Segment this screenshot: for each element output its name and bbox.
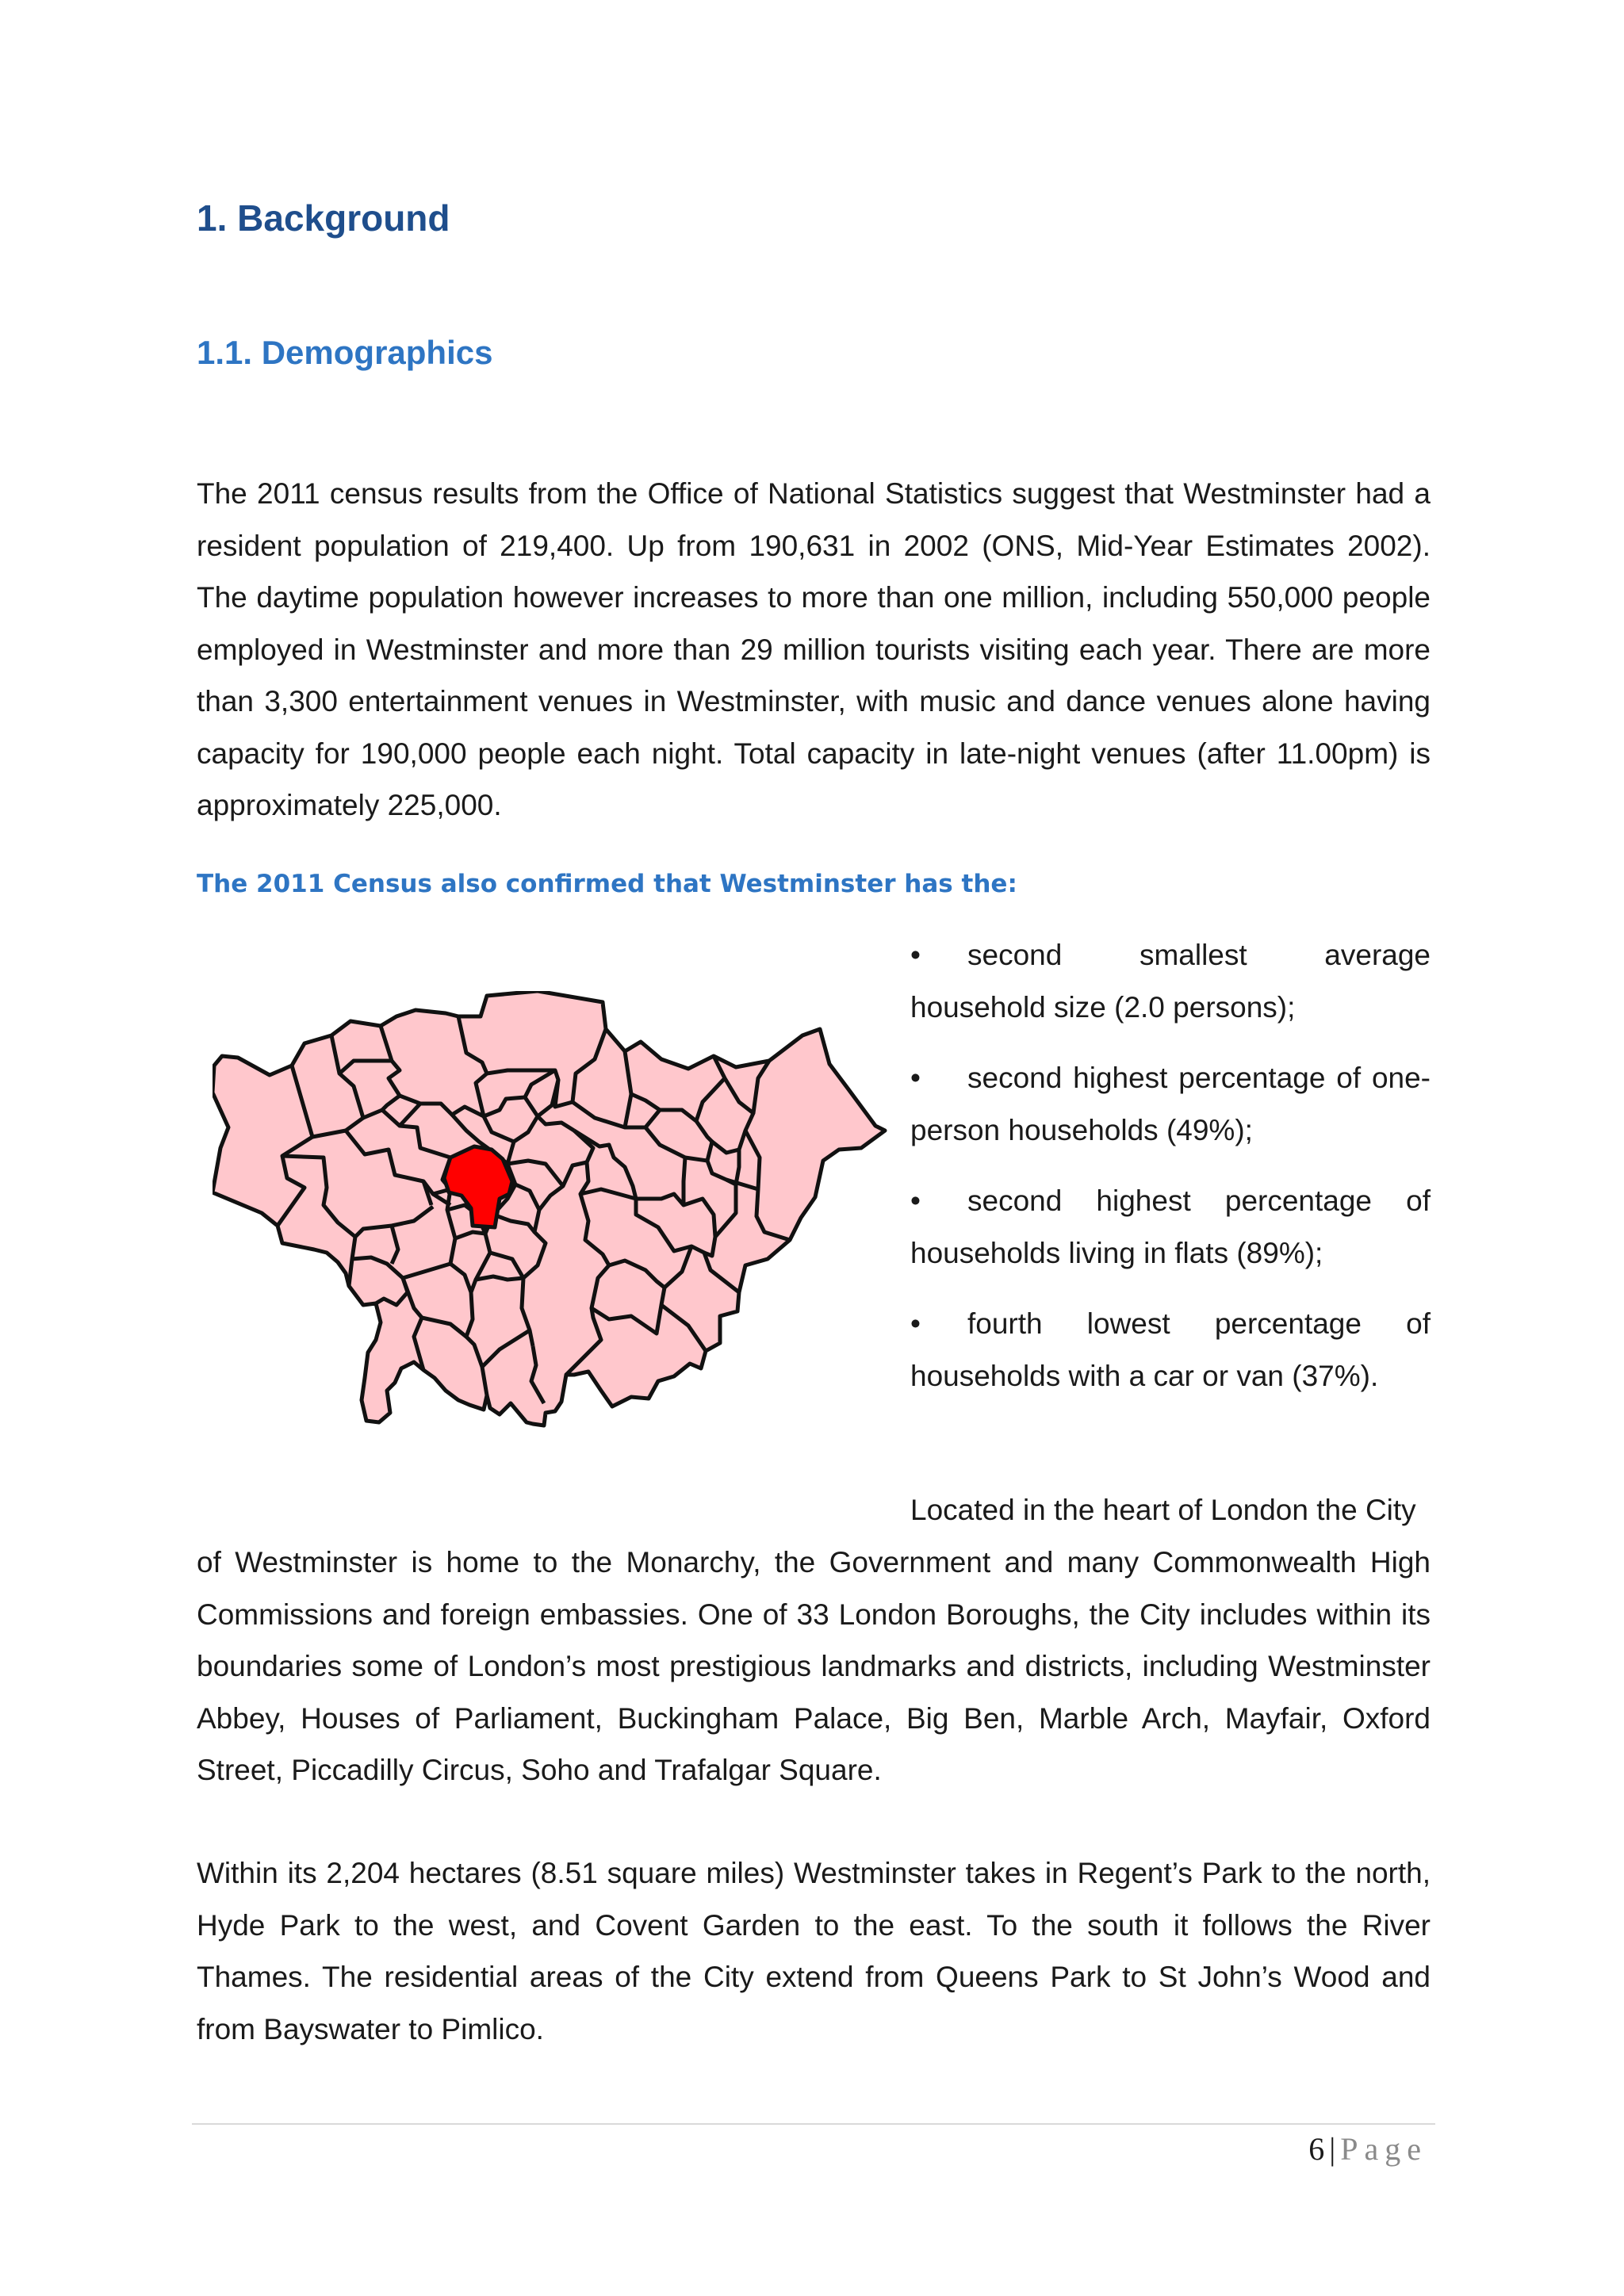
location-paragraph: of Westminster is home to the Monarchy, the Government and many Commonwealth High Commissions and foreign embassies. One of 33 London Boroughs, the City includes within its boundaries some of London’s most prestigious landmarks and districts, including Westminster Abbey, Houses of Parliament, Buckingham Palace, Big Ben, Marble Arch, Mayfair, Oxford Street, Piccadilly Circus, Soho and Trafalgar Square.: [197, 1546, 1431, 1786]
map-boroughs: [213, 991, 885, 1425]
list-item: [910, 1175, 1431, 1279]
subsection-heading: 1.1. Demographics: [197, 334, 493, 371]
list-item: [910, 929, 1431, 1033]
list-item-text: second smallest average household size (2.0 persons);: [910, 939, 1431, 1024]
census-paragraph: The 2011 census results from the Office of National Statistics suggest that Westminster had a resident population of 219,400. Up from 190,631 in 2002 (ONS, Mid-Year Estimates 2002). The daytime population however increases to more than one million, including 550,000 people employed in Westminster and more than 29 million tourists visiting each year. There are more than 3,300 entertainment venues in Westminster, with music and dance venues alone having capacity for 190,000 people each night. Total capacity in late-night venues (after 11.00pm) is approximately 225,000.: [197, 477, 1431, 821]
london-boroughs-map: [213, 991, 894, 1530]
list-item-text: second highest percentage of households living in flats (89%);: [910, 1184, 1431, 1269]
boundaries-paragraph: Within its 2,204 hectares (8.51 square miles) Westminster takes in Regent’s Park to the north, Hyde Park to the west, and Covent Garden to the east. To the south it follows the River Thames. The residential areas of the City extend from Queens Park to St John’s Wood and from Bayswater to Pimlico.: [197, 1857, 1431, 2045]
page-number: 6: [1308, 2131, 1325, 2167]
bullet-icon: •: [910, 939, 921, 971]
list-item: [910, 1298, 1431, 1402]
list-item: [910, 1052, 1431, 1156]
greater-london-outline: [213, 991, 885, 1425]
bullet-icon: •: [910, 1184, 921, 1217]
list-item-text: second highest percentage of one-person households (49%);: [910, 1062, 1431, 1146]
page-label: Page: [1340, 2131, 1427, 2167]
bullet-icon: •: [910, 1062, 921, 1094]
page-footer: [1308, 2130, 1427, 2169]
bullet-icon: •: [910, 1307, 921, 1340]
census-bullet-list: [910, 929, 1431, 1421]
census-confirmed-heading: The 2011 Census also confirmed that Westminster has the:: [197, 870, 1017, 898]
section-heading: 1. Background: [197, 197, 450, 239]
footer-divider: [192, 2123, 1435, 2125]
list-item-text: fourth lowest percentage of households with a car or van (37%).: [910, 1307, 1431, 1392]
footer-separator: |: [1329, 2131, 1336, 2167]
location-paragraph-first-line: Located in the heart of London the City: [910, 1494, 1416, 1526]
